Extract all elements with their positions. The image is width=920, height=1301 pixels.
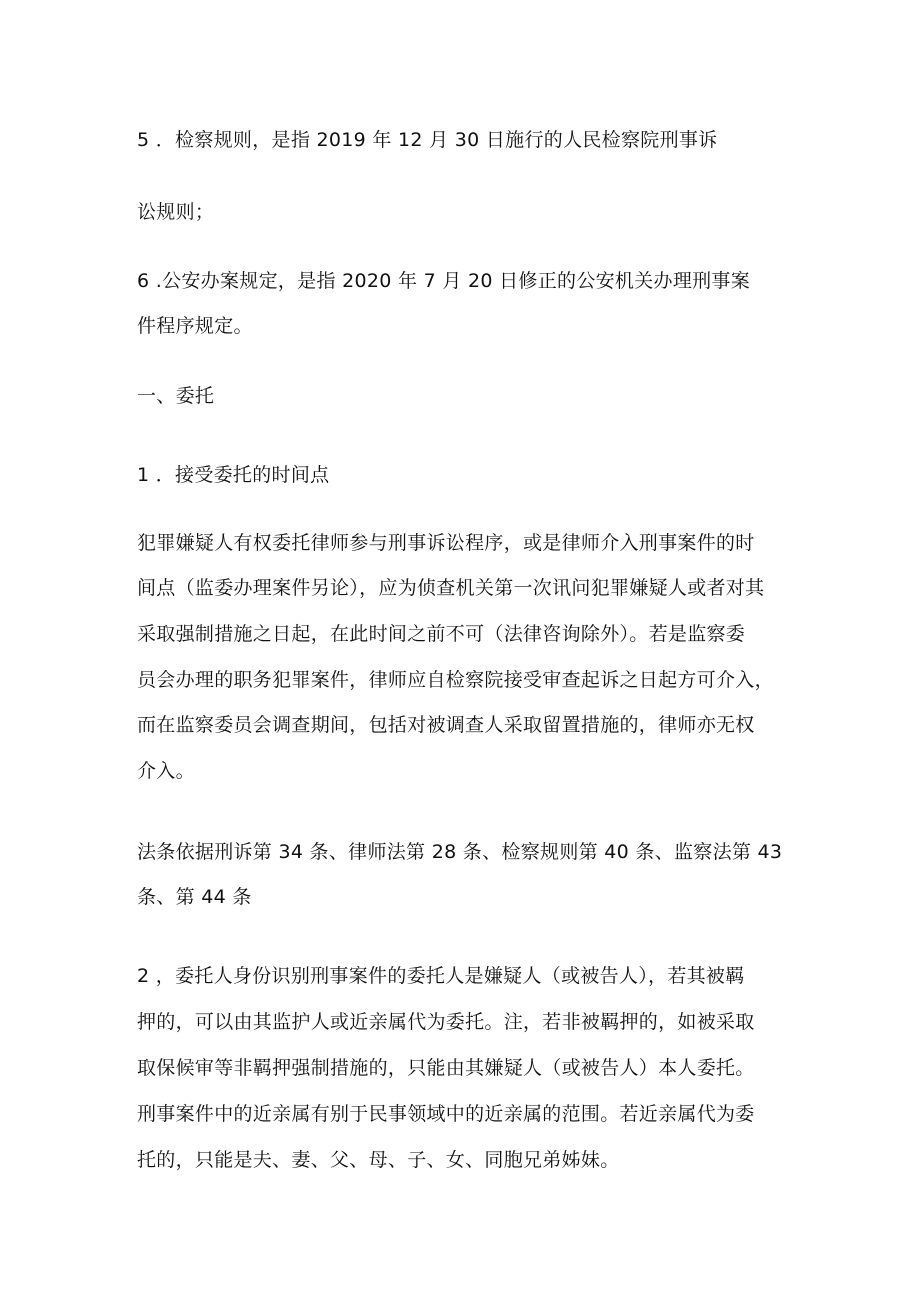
section-heading-entrustment: 一、委托 xyxy=(137,385,215,407)
paragraph-1-line-2: 间点（监委办理案件另论），应为侦查机关第一次讯问犯罪嫌疑人或者对其 xyxy=(137,577,765,599)
paragraph-1-line-3: 采取强制措施之日起，在此时间之前不可（法律咨询除外）。若是监察委 xyxy=(137,623,746,645)
paragraph-2-line-2: 押的，可以由其监护人或近亲属代为委托。注，若非被羁押的，如被采取 xyxy=(137,1011,755,1033)
item-6-line-1: 6 .公安办案规定，是指 2020 年 7 月 20 日修正的公安机关办理刑事案 xyxy=(137,270,751,292)
paragraph-2-line-4: 刑事案件中的近亲属有别于民事领域中的近亲属的范围。若近亲属代为委 xyxy=(137,1103,755,1125)
item-6-line-2: 件程序规定。 xyxy=(137,315,253,337)
item-5-line-1: 5 ．检察规则，是指 2019 年 12 月 30 日施行的人民检察院刑事诉 xyxy=(137,129,718,151)
paragraph-2-line-5: 托的，只能是夫、妻、父、母、子、女、同胞兄弟姊妹。 xyxy=(137,1149,620,1171)
paragraph-1-line-5: 而在监察委员会调查期间，包括对被调查人采取留置措施的，律师亦无权 xyxy=(137,714,755,736)
paragraph-2-line-3: 取保候审等非羁押强制措施的，只能由其嫌疑人（或被告人）本人委托。 xyxy=(137,1057,755,1079)
paragraph-1-line-6: 介入。 xyxy=(137,760,195,782)
legal-basis-line-1: 法条依据刑诉第 34 条、律师法第 28 条、检察规则第 40 条、监察法第 43 xyxy=(137,841,783,863)
legal-basis-line-2: 条、第 44 条 xyxy=(137,886,252,908)
item-5-line-2: 讼规则； xyxy=(137,201,215,223)
paragraph-1-line-4: 员会办理的职务犯罪案件，律师应自检察院接受审查起诉之日起方可介入， xyxy=(137,669,774,691)
paragraph-2-line-1: 2 ，委托人身份识别刑事案件的委托人是嫌疑人（或被告人），若其被羁 xyxy=(137,965,745,987)
paragraph-1-line-1: 犯罪嫌疑人有权委托律师参与刑事诉讼程序，或是律师介入刑事案件的时 xyxy=(137,532,755,554)
subheading-time-of-entrustment: 1 ．接受委托的时间点 xyxy=(137,464,330,486)
